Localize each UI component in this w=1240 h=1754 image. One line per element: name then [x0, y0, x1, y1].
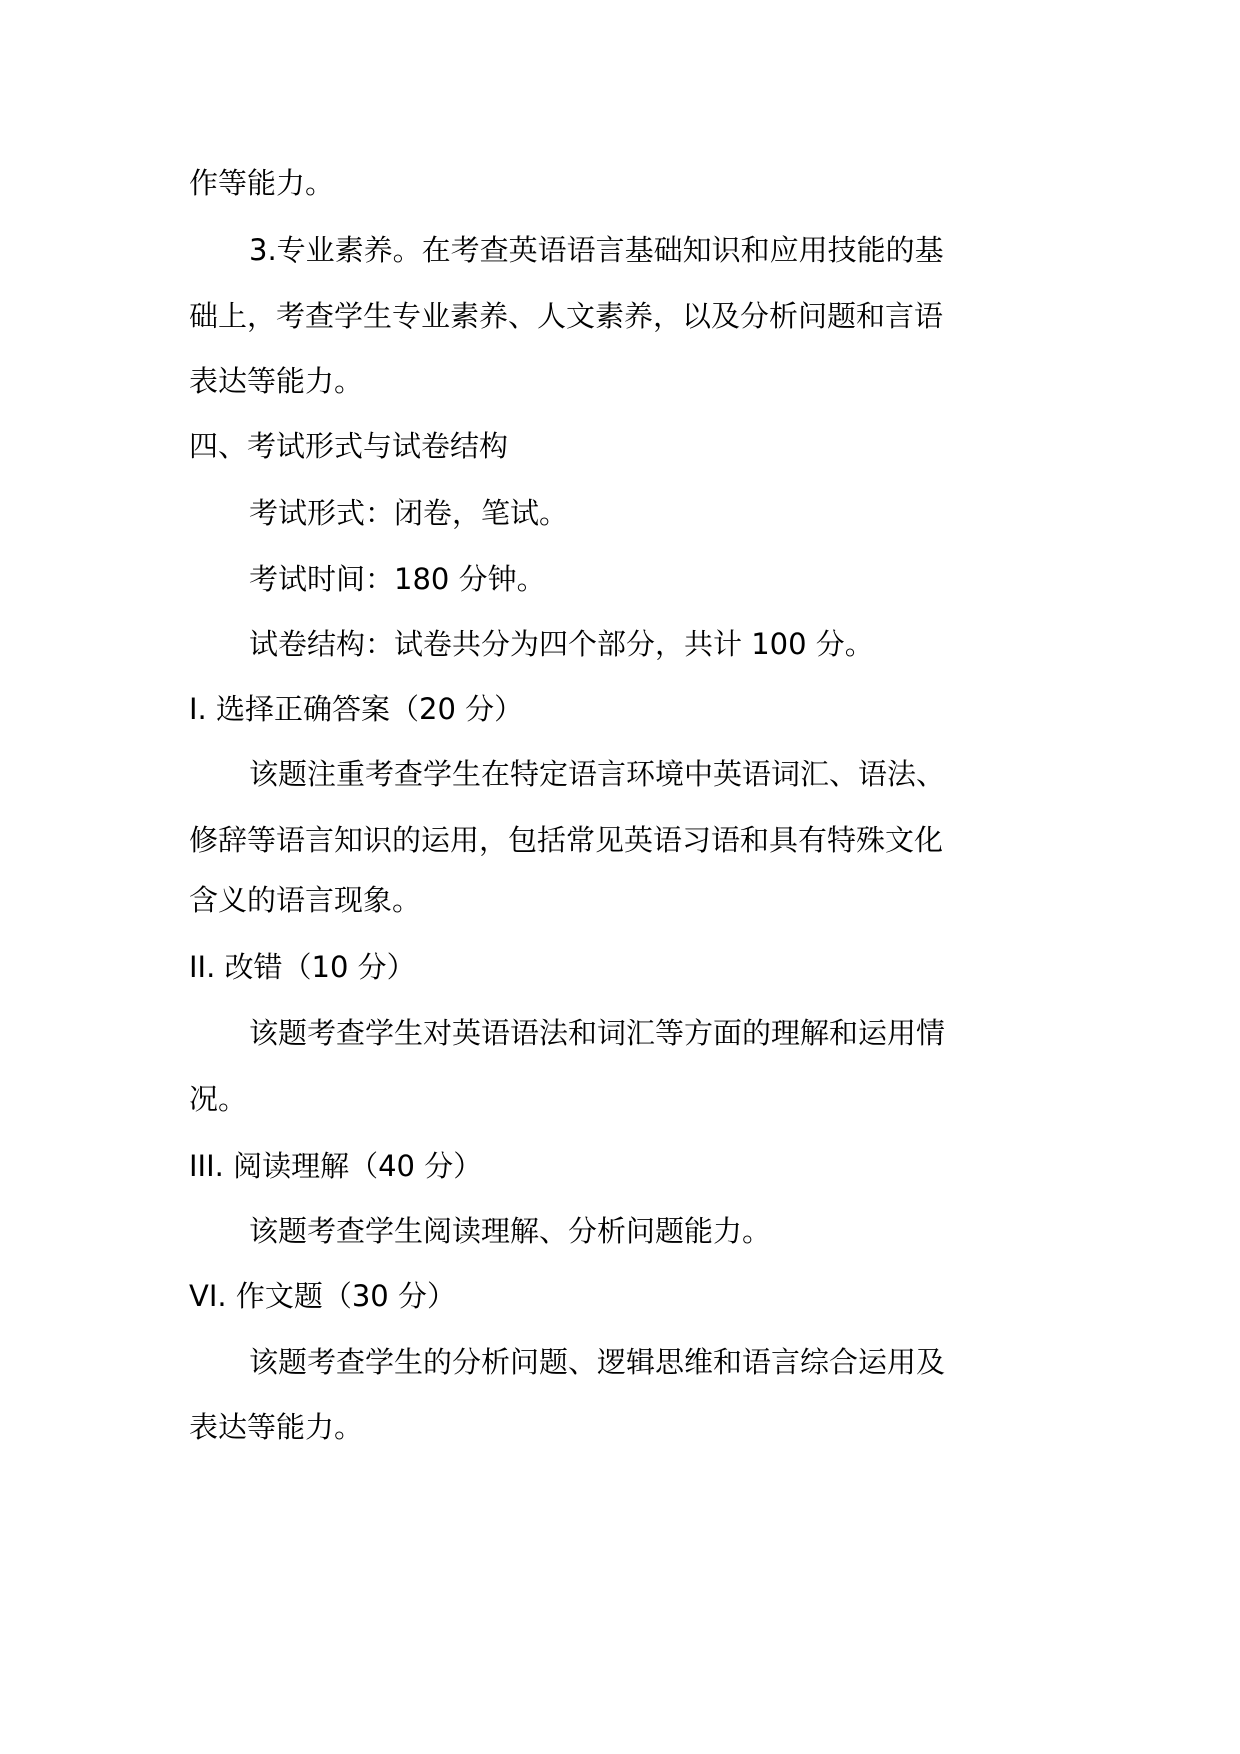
text-line: VI. 作文题（30 分） — [189, 1279, 456, 1313]
text-line: 该题考查学生的分析问题、逻辑思维和语言综合运用及 — [249, 1345, 946, 1379]
text-line: 3.专业素养。在考查英语语言基础知识和应用技能的基 — [249, 233, 944, 267]
text-line: 含义的语言现象。 — [189, 883, 422, 917]
text-line: 表达等能力。 — [189, 1410, 364, 1444]
text-line: I. 选择正确答案（20 分） — [189, 692, 524, 726]
text-line: 表达等能力。 — [189, 364, 364, 398]
text-line: 考试时间：180 分钟。 — [249, 562, 546, 596]
text-line: III. 阅读理解（40 分） — [189, 1149, 483, 1183]
text-line: 考试形式：闭卷，笔试。 — [249, 496, 569, 530]
text-line: 试卷结构：试卷共分为四个部分，共计 100 分。 — [249, 627, 874, 661]
text-line: 作等能力。 — [189, 166, 335, 200]
text-line: 四、考试形式与试卷结构 — [189, 429, 509, 463]
text-line: II. 改错（10 分） — [189, 950, 416, 984]
text-line: 该题考查学生对英语语法和词汇等方面的理解和运用情 — [249, 1016, 946, 1050]
text-line: 该题注重考查学生在特定语言环境中英语词汇、语法、 — [249, 757, 946, 791]
text-line: 础上，考查学生专业素养、人文素养，以及分析问题和言语 — [189, 299, 944, 333]
text-line: 况。 — [189, 1082, 248, 1116]
text-line: 该题考查学生阅读理解、分析问题能力。 — [249, 1214, 772, 1248]
text-line: 修辞等语言知识的运用，包括常见英语习语和具有特殊文化 — [189, 823, 944, 857]
